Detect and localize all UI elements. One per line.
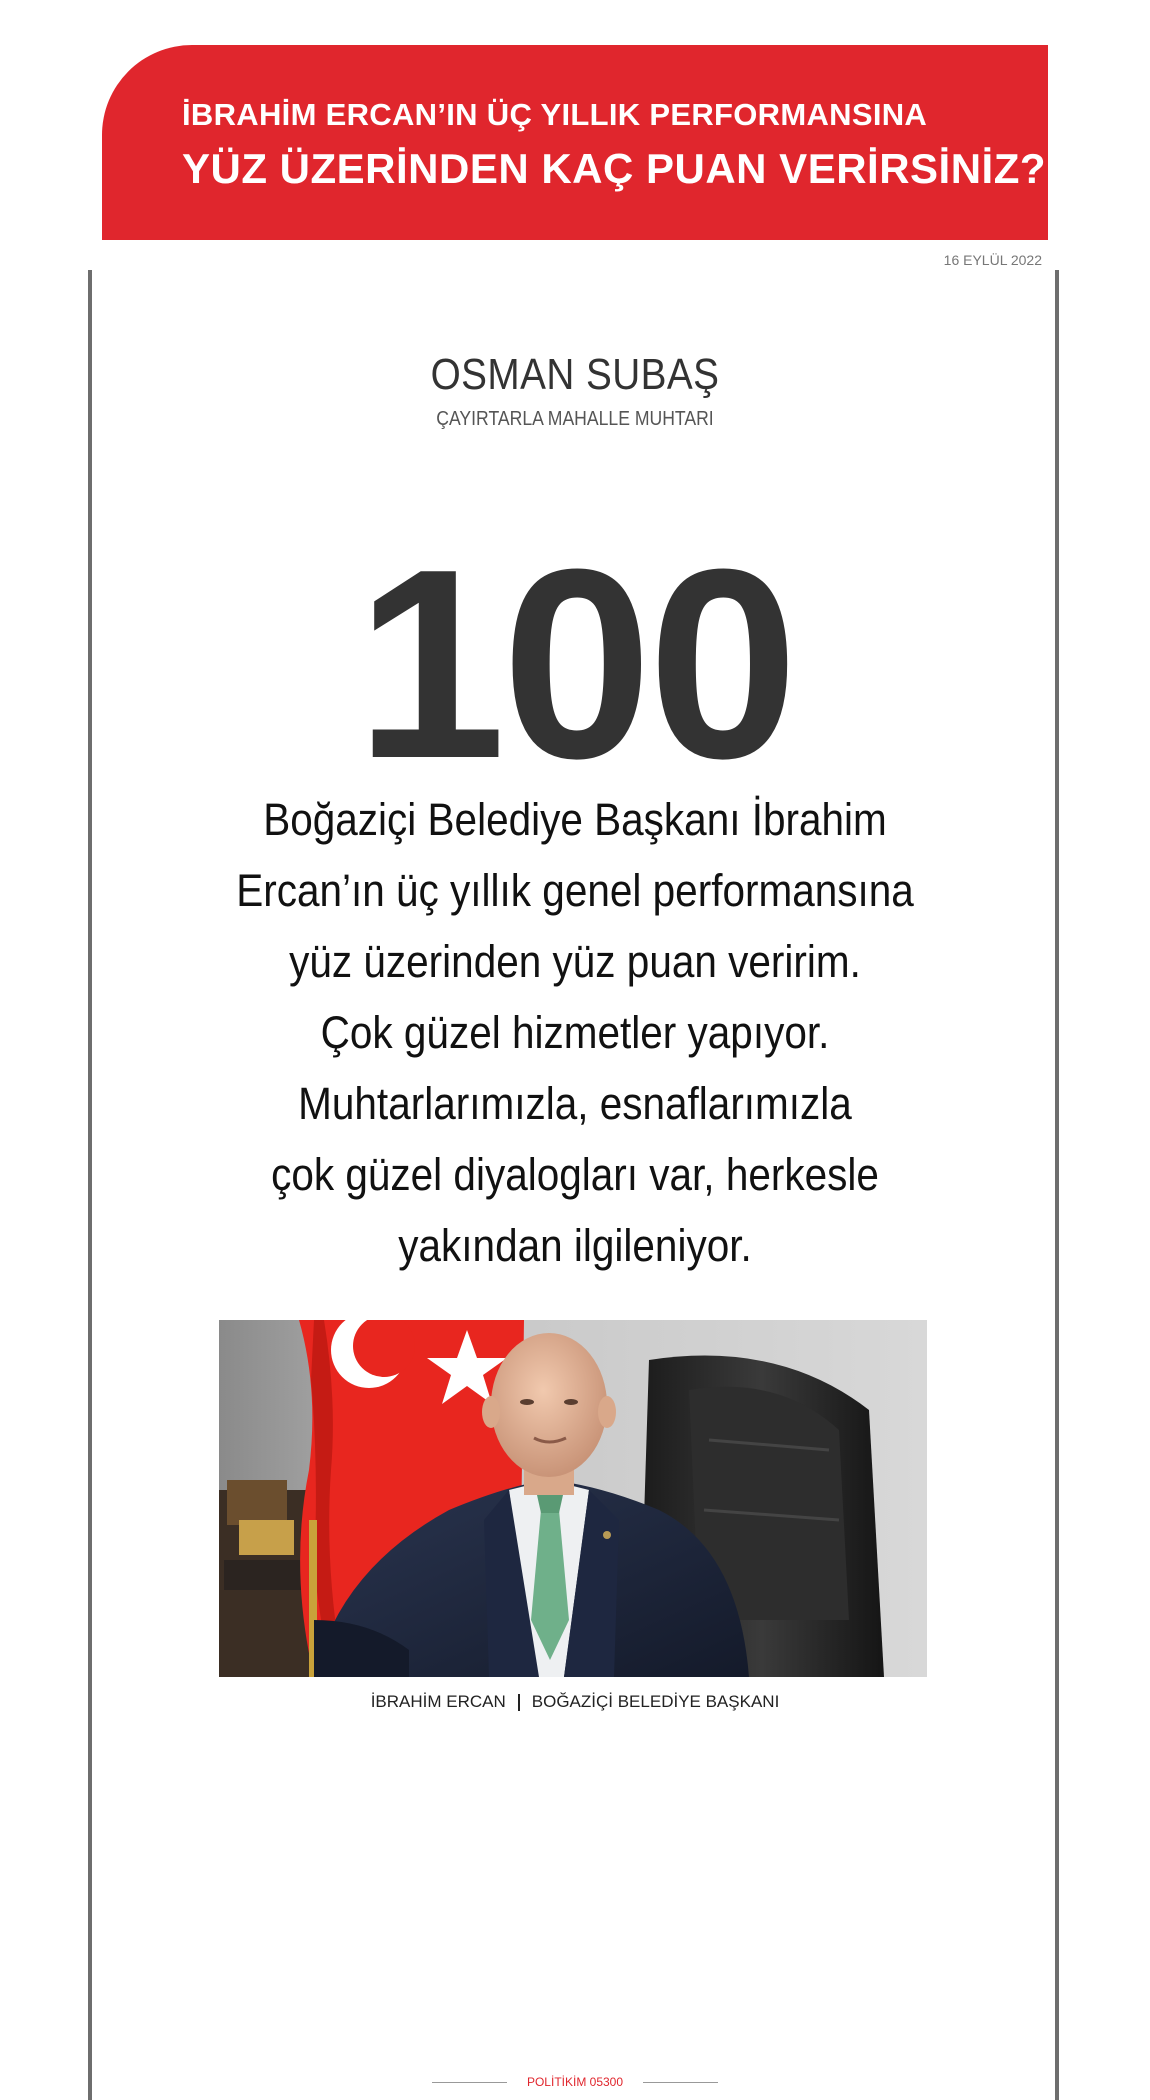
mayor-photo-illustration	[219, 1320, 927, 1677]
quote-line: çok güzel diyalogları var, herkesle	[271, 1149, 879, 1200]
quote-line: yakından ilgileniyor.	[398, 1220, 752, 1271]
mayor-photo	[219, 1320, 927, 1677]
quote-line: Çok güzel hizmetler yapıyor.	[320, 1007, 830, 1058]
quote-line: Boğaziçi Belediye Başkanı İbrahim	[263, 794, 887, 845]
caption-role: BOĞAZİÇİ BELEDİYE BAŞKANI	[531, 1692, 780, 1711]
publish-date: 16 EYLÜL 2022	[943, 252, 1042, 268]
footer	[0, 2075, 1150, 2089]
header-banner	[102, 45, 1048, 240]
quote-line: Ercan’ın üç yıllık genel performansına	[236, 865, 914, 916]
quote-line: yüz üzerinden yüz puan veririm.	[289, 936, 861, 987]
footer-rule-right	[643, 2082, 718, 2083]
caption-name: İBRAHİM ERCAN	[370, 1692, 506, 1711]
score-value: 100	[355, 514, 795, 815]
photo-caption	[0, 1692, 1150, 1712]
footer-rule-left	[432, 2082, 507, 2083]
quote-text	[215, 784, 935, 1281]
quote-line: Muhtarlarımızla, esnaflarımızla	[298, 1078, 852, 1129]
person-name: OSMAN SUBAŞ	[430, 350, 720, 399]
person-title: ÇAYIRTARLA MAHALLE MUHTARI	[436, 408, 714, 430]
footer-label: POLİTİKİM 05300	[526, 2075, 624, 2089]
headline-line-2: YÜZ ÜZERİNDEN KAÇ PUAN VERİRSİNİZ?	[182, 145, 1047, 192]
headline-line-1: İBRAHİM ERCAN’IN ÜÇ YILLIK PERFORMANSINA	[182, 97, 928, 132]
caption-separator	[518, 1694, 520, 1711]
